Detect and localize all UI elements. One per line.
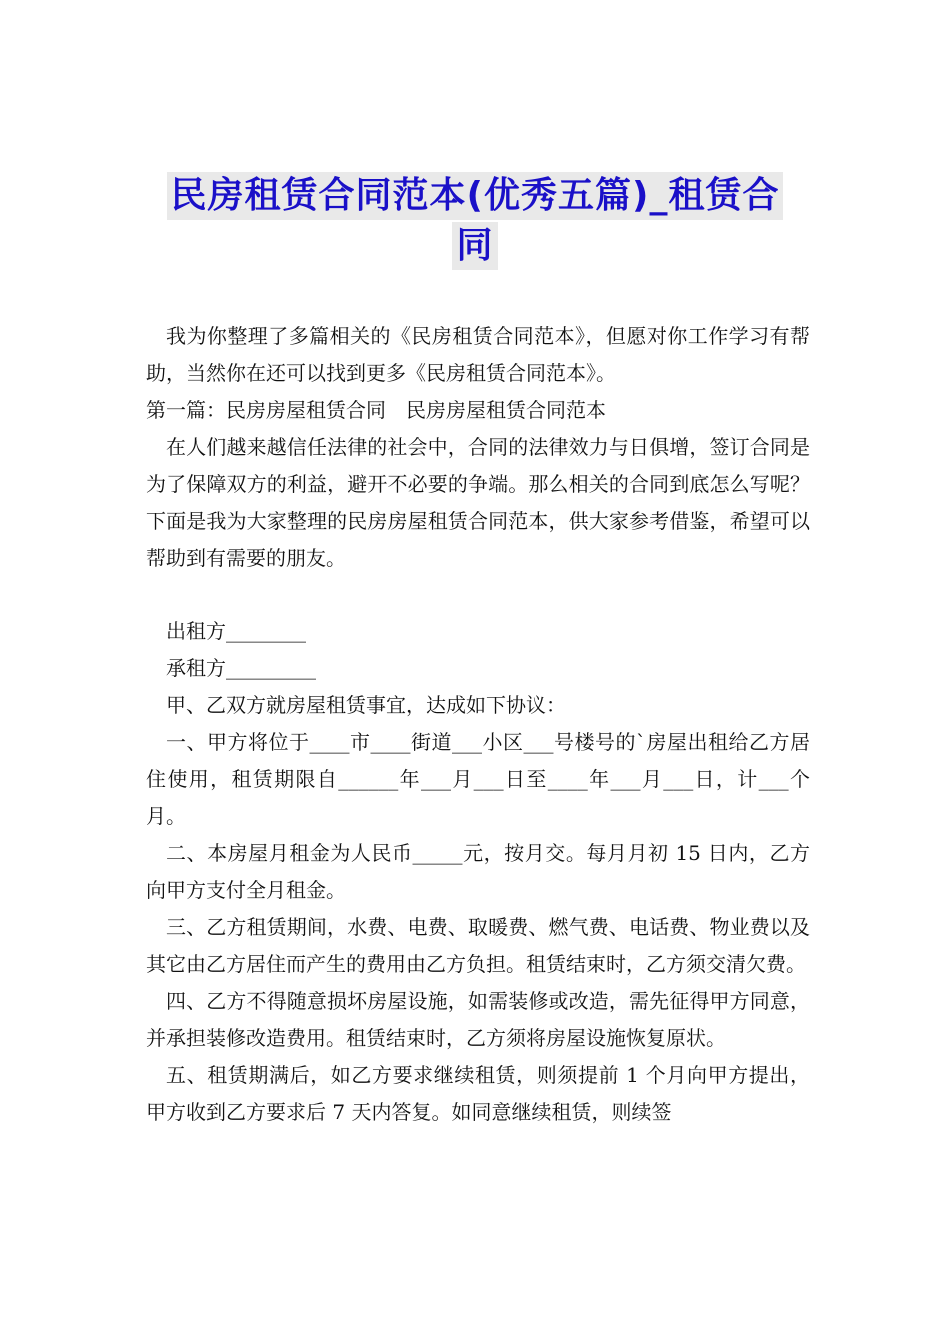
intro-paragraph: 我为你整理了多篇相关的《民房租赁合同范本》，但愿对你工作学习有帮助，当然你在还可以找到更多《民房租赁合同范本》。 <box>146 324 810 385</box>
section-heading: 第一篇：民房房屋租赁合同 民房房屋租赁合同范本 <box>146 398 606 422</box>
clause-3: 三、乙方租赁期间，水费、电费、取暖费、燃气费、电话费、物业费以及其它由乙方居住而产生的费用由乙方负担。租赁结束时，乙方须交清欠费。 <box>146 915 810 976</box>
agreement-intro: 甲、乙双方就房屋租赁事宜，达成如下协议： <box>166 693 566 717</box>
clause-5: 五、租赁期满后，如乙方要求继续租赁，则须提前 1 个月向甲方提出，甲方收到乙方要求后 7 天内答复。如同意继续租赁，则续签 <box>146 1063 810 1124</box>
title-line-2: 同 <box>452 222 497 270</box>
clause-1: 一、甲方将位于____市____街道___小区___号楼号的`房屋出租给乙方居住使用，租赁期限自______年___月___日至____年___月___日，计___个月。 <box>146 730 810 828</box>
lessee-line: 承租方_________ <box>166 656 316 680</box>
paragraph-gap <box>146 577 810 613</box>
title-line-1: 民房租赁合同范本(优秀五篇)_租赁合 <box>167 172 784 220</box>
clause-4: 四、乙方不得随意损坏房屋设施，如需装修或改造，需先征得甲方同意，并承担装修改造费用。租赁结束时，乙方须将房屋设施恢复原状。 <box>146 989 810 1050</box>
lessor-line: 出租方________ <box>166 619 306 643</box>
clause-2: 二、本房屋月租金为人民币_____元，按月交。每月月初 15 日内，乙方向甲方支付全月租金。 <box>146 841 810 902</box>
document-title <box>150 172 800 270</box>
document-body <box>146 318 810 1131</box>
body-paragraph: 在人们越来越信任法律的社会中，合同的法律效力与日俱增，签订合同是为了保障双方的利益，避开不必要的争端。那么相关的合同到底怎么写呢？下面是我为大家整理的民房房屋租赁合同范本，供大家参考借鉴，希望可以帮助到有需要的朋友。 <box>146 435 810 570</box>
